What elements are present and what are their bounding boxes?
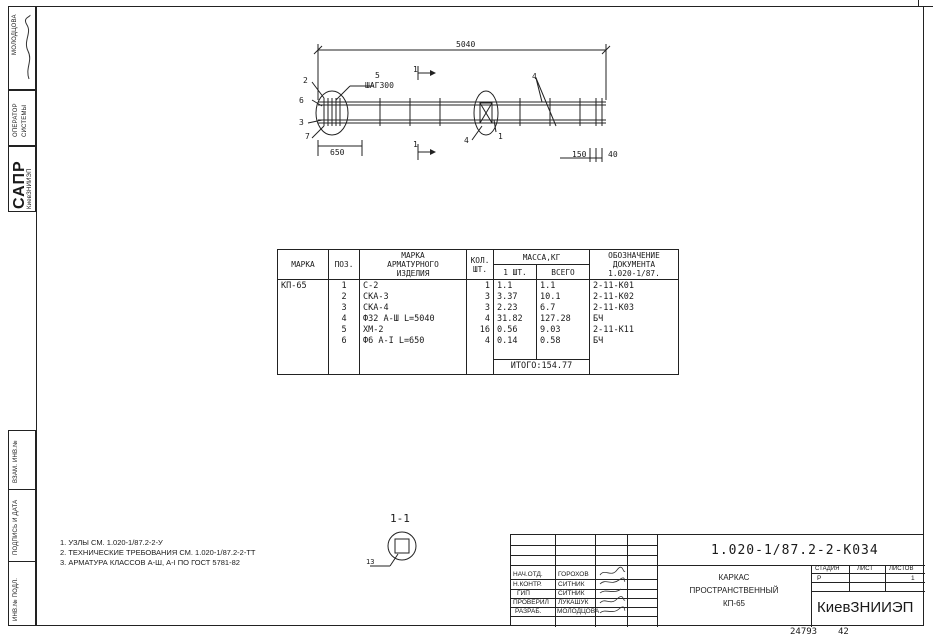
stage-value: Р xyxy=(817,575,822,582)
role: НАЧ.ОТД. xyxy=(513,571,543,578)
person: СИТНИК xyxy=(558,581,585,588)
side-label-inv: ВЗАМ. ИНВ.№ xyxy=(13,440,19,483)
col-item: МАРКА АРМАТУРНОГО ИЗДЕЛИЯ xyxy=(360,250,467,280)
dim-total: 5040 xyxy=(456,40,476,49)
dim-right-b: 40 xyxy=(608,150,618,159)
side-operator-box xyxy=(8,90,36,146)
col-mass-all: ВСЕГО xyxy=(537,265,590,280)
section-mark: 1 xyxy=(413,65,418,74)
footer-number: 24793 xyxy=(790,627,818,637)
section-view xyxy=(360,526,430,576)
title-l1: КАРКАС xyxy=(718,573,750,582)
col-doc: ОБОЗНАЧЕНИЕ ДОКУМЕНТА 1.020-1/87. xyxy=(590,250,679,280)
role: РАЗРАБ. xyxy=(515,608,542,615)
note-line: 1. УЗЛЫ СМ. 1.020-1/87.2-2-У xyxy=(60,538,163,547)
side-org: КиевЗНИИЭП xyxy=(27,168,33,209)
section-mark: 1 xyxy=(413,140,418,149)
col-mass: МАССА,КГ xyxy=(494,250,590,265)
note-line: 2. ТЕХНИЧЕСКИЕ ТРЕБОВАНИЯ СМ. 1.020-1/87.2-2-ТТ xyxy=(60,548,256,557)
total-cell: ИТОГО:154.77 xyxy=(494,359,590,374)
stage-header: СТАДИЯ xyxy=(815,566,840,572)
side-label-orig: ИНВ.№ ПОДЛ. xyxy=(13,577,19,621)
table-row xyxy=(278,280,679,360)
pos-label: 4 xyxy=(464,136,469,145)
col-pos: ПОЗ. xyxy=(329,250,360,280)
document-code: 1.020-1/87.2-2-К034 xyxy=(711,543,879,558)
side-signature-box xyxy=(8,6,36,90)
side-bottom-box xyxy=(8,430,36,626)
corner-tick xyxy=(918,0,933,7)
side-label-sign: ПОДПИСЬ И ДАТА xyxy=(13,499,19,555)
side-name: МОЛОДЦОВА xyxy=(12,14,18,55)
side-sapr-box xyxy=(8,146,36,212)
notes xyxy=(60,538,256,568)
pos-label: 2 xyxy=(303,76,308,85)
title-block xyxy=(510,534,924,626)
note-line: 3. АРМАТУРА КЛАССОВ А-Ш, А-I ПО ГОСТ 5781-82 xyxy=(60,558,240,567)
person: МОЛОДЦОВА xyxy=(557,608,600,615)
title-l3: КП-65 xyxy=(723,599,745,608)
person: ГОРОХОВ xyxy=(558,571,589,578)
signature-marks xyxy=(597,566,627,618)
dim-left: 650 xyxy=(330,148,345,157)
step-label: ШАГ300 xyxy=(365,81,394,90)
person: СИТНИК xyxy=(558,590,585,597)
footer-page: 42 xyxy=(838,627,849,637)
pos-label: 3 xyxy=(299,118,304,127)
pos-label: 5 xyxy=(375,71,380,80)
col-mass-one: 1 ШТ. xyxy=(494,265,537,280)
organization: КиевЗНИИЭП xyxy=(817,599,914,616)
pos-label: 1 xyxy=(498,132,503,141)
col-qty: КОЛ. ШТ. xyxy=(467,250,494,280)
specification-table xyxy=(277,249,679,375)
title-l2: ПРОСТРАНСТВЕННЫЙ xyxy=(689,586,779,595)
row-mark: КП-65 xyxy=(278,280,329,375)
pos-label: 6 xyxy=(299,96,304,105)
role: ПРОВЕРИЛ xyxy=(513,599,549,606)
sheets-header: ЛИСТОВ xyxy=(889,566,914,572)
side-operator: ОПЕРАТОР xyxy=(13,103,19,137)
pos-label: 4 xyxy=(532,72,537,81)
role: ГИП xyxy=(517,590,530,597)
person: ЛУКАШУК xyxy=(558,599,589,606)
sheets-value: 1 xyxy=(911,575,915,582)
sheet-header: ЛИСТ xyxy=(857,566,874,572)
qty-cell: 1 3 3 4 16 4 xyxy=(467,280,494,375)
side-sapr: САПР xyxy=(11,160,28,209)
section-pos: 13 xyxy=(366,558,375,566)
item-cell: С-2 СКА-3 СКА-4 Ф32 А-Ш L=5040 ХМ-2 Ф6 А-I L=650 xyxy=(360,280,467,375)
doc-cell: 2-11-К01 2-11-К02 2-11-К03 БЧ 2-11-К11 БЧ xyxy=(590,280,679,375)
mass-one-cell: 1.1 3.37 2.23 31.82 0.56 0.14 xyxy=(494,280,537,360)
role: Н.КОНТР. xyxy=(513,581,542,588)
pos-cell: 1 2 3 4 5 6 xyxy=(329,280,360,375)
col-mark: МАРКА xyxy=(278,250,329,280)
mass-all-cell: 1.1 10.1 6.7 127.28 9.03 0.58 xyxy=(537,280,590,360)
side-system: СИСТЕМЫ xyxy=(22,104,28,137)
pos-label: 7 xyxy=(305,132,310,141)
dim-right-a: 150 xyxy=(572,150,587,159)
side-signature-mark xyxy=(23,13,35,83)
section-title: 1-1 xyxy=(390,512,410,525)
